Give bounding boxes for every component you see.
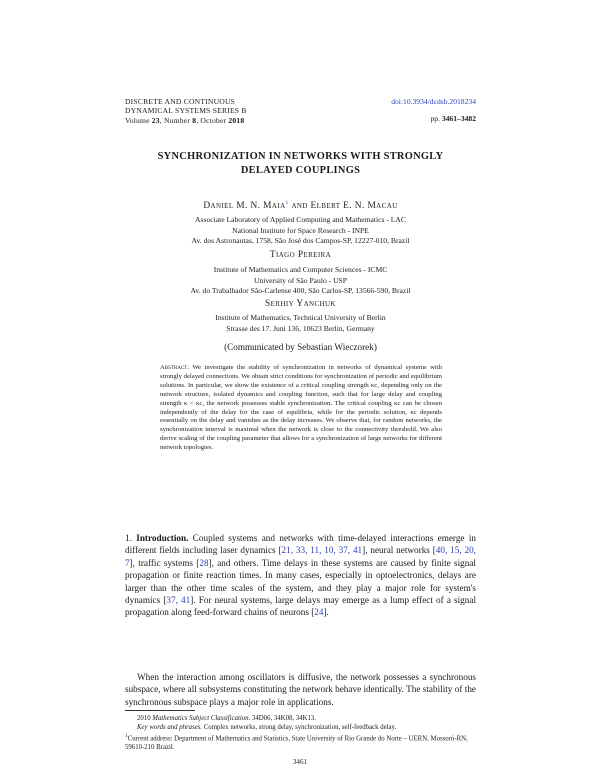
affiliation-2: Institute of Mathematics and Computer Sciences - ICMC University of São Paulo - USP Av. do Trabalhador São-Carlense 400, São Carlos-SP, 13566-590, Brazil — [190, 265, 411, 296]
footnote-rule — [125, 710, 195, 711]
page-number: 3461 — [292, 758, 308, 766]
citation-link[interactable]: 21, 33, 11, 10, 37, 41 — [281, 545, 363, 556]
keywords-footnote: Key words and phrases. Complex networks, strong delay, synchronization, self-feedback delay. — [137, 724, 397, 731]
citation-link[interactable]: 28 — [199, 557, 209, 568]
author-line-1: Daniel M. N. Maia$^1$ and Elbert E. N. Macau — [203, 200, 398, 212]
footnotes — [125, 710, 476, 752]
abstract — [160, 364, 442, 453]
citation-link[interactable]: 40, 15, 20, 7 — [125, 545, 476, 568]
paper-title: SYNCHRONIZATION IN NETWORKS WITH STRONGLY DELAYED COUPLINGS — [157, 151, 444, 176]
affiliation-1: Associate Laboratory of Applied Computing and Mathematics - LAC National Institute for Space Research - INPE Av. dos Astronautas, 1758, São José dos Campos-SP, 12227-010, Brazil — [191, 215, 410, 246]
citation-link[interactable]: 37, 41 — [166, 595, 191, 606]
journal-name-line1: DISCRETE AND CONTINUOUS — [125, 97, 236, 106]
volume-info: Volume 23, Number 8, October 2018 — [125, 115, 245, 125]
abstract-text: We investigate the stability of synchronization in networks of dynamical systems with strongly delayed connections. We obtain strict conditions for synchronization of periodic and equilibrium solutions. In particular, we show the existence of a critical coupling strength κc, depending only on the network structure, isolated dynamics and coupling function, such that for large delay and coupling strength κ < κc, the network possesses stable synchronization. The critical coupling κc can be chosen independently of the delay for the case of equilibria, while for the periodic solution, κc depends essentially on the delay and vanishes as the delay increases. We observe that, for random networks, the synchronization interval is maximal when the network is close to the connectivity threshold. We also derive scaling of the coupling parameter that allows for a synchronization of large networks for different network topologies. — [160, 364, 442, 452]
footnote-mark[interactable]: 1 — [285, 200, 289, 206]
affiliation-line: Strasse des 17. Juni 136, 10623 Berlin, Germany — [226, 323, 375, 333]
author-line-2: Tiago Pereira — [269, 250, 332, 260]
address-footnote: $^1$Current address: Department of Mathematics and Statistics, State University of Rio Grande do Norte – UERN, Mossoró-RN, 59610-210 Brazil. — [125, 733, 468, 752]
affiliation-line: Institute of Mathematics, Technical University of Berlin — [215, 313, 386, 322]
introduction-paragraph: 1. Introduction. Coupled systems and networks with time-delayed interactions emerge in different fields including laser dynamics [21, 33, 11, 10, 37, 41], neural networks [40, 15, 20, 7], traffic systems [28], and others. Time delays in these systems are caused by finite signal propagation or finite reaction times. In many cases, especially in optoelectronics, delays are larger than the other time scales of the system, and they play a major role for system's dynamics [37, 41]. For neural systems, large delays may emerge as a lump effect of a signal propagation along feed-forward chains of neurons [24]. — [125, 533, 477, 618]
journal-name-line2: DYNAMICAL SYSTEMS SERIES B — [125, 106, 247, 116]
section-heading: Introduction. — [136, 533, 189, 543]
abstract-label: Abstract. — [160, 364, 190, 371]
communicated-by: (Communicated by Sebastian Wieczorek) — [224, 342, 377, 352]
citation-link[interactable]: 24 — [314, 607, 324, 618]
doi-link[interactable]: doi:10.3934/dcdsb.2018234 — [391, 97, 476, 106]
affiliation-3 — [125, 313, 476, 334]
page-range: pp. 3461–3482 — [430, 114, 476, 123]
author-line-3b: Serhiy Yanchuk — [265, 299, 336, 309]
msc-footnote: 2010 Mathematics Subject Classification. 34D06, 34K08, 34K13. — [137, 715, 316, 722]
second-paragraph: When the interaction among oscillators is diffusive, the network possesses a synchronous subspace, where all subsystems constituting the network behave identically. The stability of the synchronous subspace plays a major role in applications. — [125, 672, 476, 707]
journal-header — [125, 97, 247, 125]
